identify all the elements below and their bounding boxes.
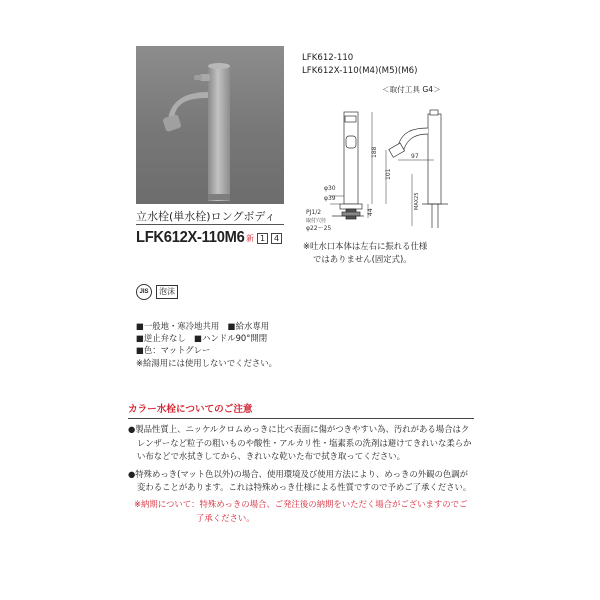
spout-note-line: ではありません(固定式)。: [313, 254, 412, 264]
dim-d39-label: φ39: [324, 195, 336, 202]
tool-note: ＜取付工具 G4＞: [382, 85, 441, 94]
dim-pj-label: PJ1/2: [306, 209, 322, 216]
cert-badges: [136, 284, 178, 300]
dim-hole-range-label: φ22～25: [306, 225, 332, 232]
dim-d30-label: φ30: [324, 185, 336, 192]
spec-models: [302, 52, 418, 78]
feature-line: ■一般地・寒冷地共用 ■給水専用: [136, 321, 270, 331]
new-badge: 新: [245, 233, 254, 243]
dim-max25-label: MAX25: [414, 192, 420, 210]
feature-list: [136, 320, 277, 369]
spout-note: [303, 240, 427, 266]
box-badge-1: 1: [257, 233, 268, 244]
feature-line: ■色：マットグレー: [136, 345, 211, 356]
dim-188-label: 188: [371, 146, 378, 158]
feature-line: ※給湯用には使用しないでください。: [136, 357, 278, 368]
delivery-note: ※納期について：特殊めっきの場合、ご発注後の納期をいただく場合がございますのでご了承ください。: [134, 498, 468, 523]
dim-97-label: 97: [411, 153, 419, 160]
dimension-drawing: [302, 96, 474, 238]
model-row: [136, 229, 282, 247]
spec-model-line: LFK612-110: [302, 53, 354, 63]
dim-hole-label: 取付穴径: [306, 218, 327, 224]
title-divider: [136, 224, 284, 225]
caution-bullet: ●製品性質上、ニッケルクロムめっきに比べ表面に傷がつきやすい為、汚れがある場合はクレンザーなど粒子の粗いものや酸性・アルカリ性・塩素系の洗剤は避けてきれいな柔らかい布などで水拭きしてから、きれいな乾いた布で拭き取ってください。: [128, 424, 472, 462]
product-title: 立水栓(単水栓)ロングボディ: [136, 210, 276, 223]
feature-line: ■逆止弁なし ■ハンドル90°開閉: [136, 333, 268, 344]
caution-bullet: ●特殊めっき(マット色以外)の場合、使用環境及び使用方法により、めっきの外観の色調が変わることがあります。これは特殊めっき仕様による性質ですので予めご了承ください。: [128, 468, 472, 493]
dim-101-label: 101: [385, 168, 392, 180]
caution-heading: カラー水栓についてのご注意: [128, 401, 474, 419]
spout-note-line: ※吐水口本体は左右に振れる仕様: [303, 241, 428, 251]
jis-mark-icon: JIS: [136, 284, 152, 300]
model-number: LFK612X-110M6: [136, 229, 245, 246]
spec-model-line: LFK612X-110(M4)(M5)(M6): [302, 66, 418, 76]
dim-44-label: 44: [367, 208, 374, 216]
caution-section: [128, 401, 474, 525]
foam-badge: 泡沫: [156, 285, 178, 299]
box-badge-4: 4: [271, 233, 282, 244]
product-photo: [136, 46, 284, 204]
